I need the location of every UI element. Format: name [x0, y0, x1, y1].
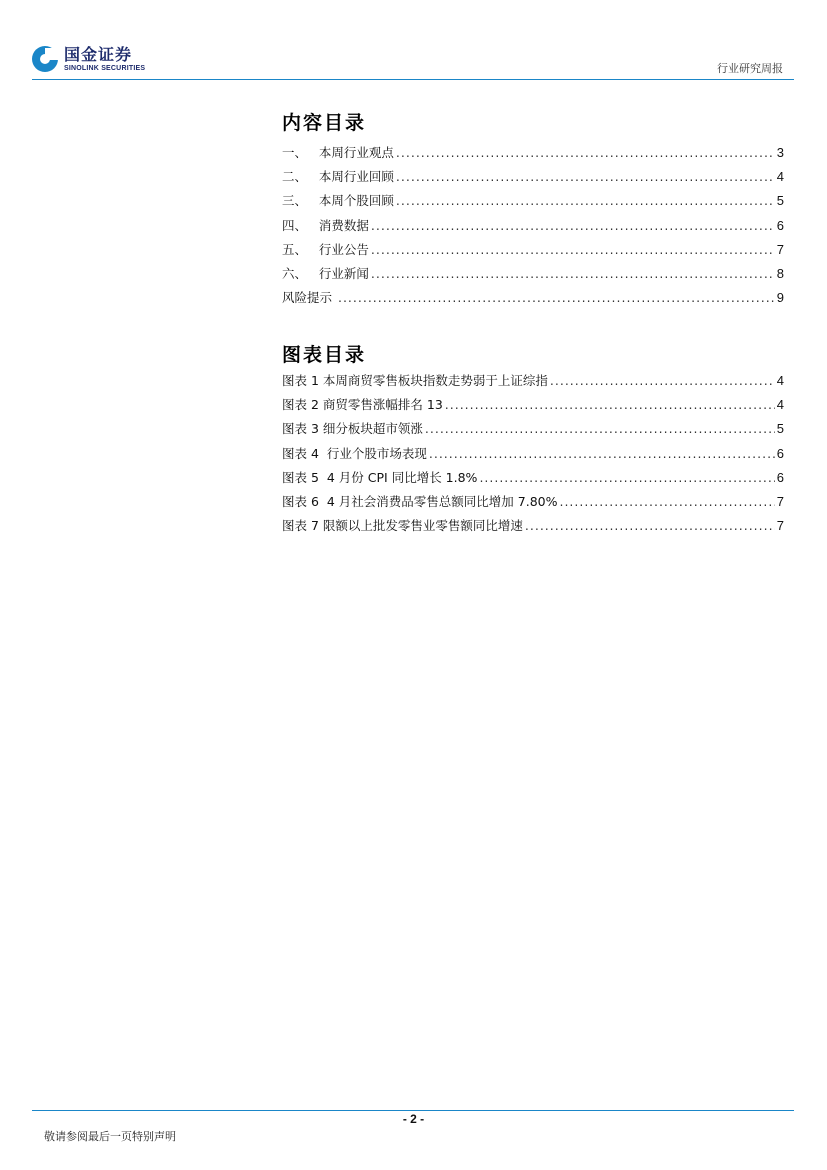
contents-list — [282, 143, 784, 312]
footer-divider — [32, 1110, 794, 1111]
dot-leader — [525, 518, 775, 533]
toc-entry-label: 三、 本周个股回顾 — [282, 193, 394, 209]
figure-entry[interactable] — [282, 395, 784, 419]
toc-entry-page: 4 — [776, 169, 784, 185]
dot-leader — [371, 218, 775, 233]
toc-entry-label: 四、 消费数据 — [282, 217, 369, 233]
figure-entry-page: 7 — [776, 518, 784, 534]
toc-entry-page: 3 — [776, 145, 784, 160]
figure-entry-page: 4 — [776, 373, 784, 388]
toc-entry-page: 5 — [776, 193, 784, 209]
toc-entry-page: 7 — [776, 241, 784, 257]
report-type-label: 行业研究周报 — [717, 62, 783, 75]
figure-entry-page: 5 — [776, 421, 784, 437]
dot-leader — [559, 494, 774, 509]
logo-chinese-name: 国金证券 — [64, 44, 133, 64]
figure-entry-page: 7 — [776, 493, 784, 509]
toc-entry[interactable] — [282, 216, 784, 240]
dot-leader — [396, 169, 775, 184]
toc-entry-page: 9 — [776, 290, 784, 306]
dot-leader — [425, 421, 775, 436]
dot-leader — [445, 397, 775, 412]
figures-list — [282, 371, 784, 540]
toc-entry-label: 一、 本周行业观点 — [282, 145, 394, 160]
figure-entry-label: 图表 4 行业个股市场表现 — [282, 445, 427, 461]
figure-entry[interactable] — [282, 419, 784, 443]
toc-entry-label: 五、 行业公告 — [282, 241, 369, 257]
toc-entry[interactable] — [282, 143, 784, 167]
toc-entry[interactable] — [282, 240, 784, 264]
figure-entry-label: 图表 7 限额以上批发零售业零售额同比增速 — [282, 518, 523, 534]
toc-entry[interactable] — [282, 167, 784, 191]
toc-entry-page: 6 — [776, 217, 784, 233]
toc-entry-label: 风险提示 — [282, 290, 336, 306]
figure-entry[interactable] — [282, 492, 784, 516]
figure-entry-label: 图表 3 细分板块超市领涨 — [282, 421, 423, 437]
toc-entry-page: 8 — [776, 265, 784, 281]
toc-entry[interactable] — [282, 191, 784, 215]
dot-leader — [429, 446, 775, 461]
toc-entry-label: 二、 本周行业回顾 — [282, 169, 394, 185]
dot-leader — [371, 242, 775, 257]
figure-entry[interactable] — [282, 468, 784, 492]
dot-leader — [396, 145, 775, 160]
figure-entry-label: 图表 2 商贸零售涨幅排名 13 — [282, 397, 443, 413]
toc-entry[interactable] — [282, 264, 784, 288]
figure-entry-label: 图表 1 本周商贸零售板块指数走势弱于上证综指 — [282, 373, 548, 388]
figures-title: 图表目录 — [282, 344, 367, 366]
page-header — [0, 0, 827, 82]
sinolink-logo — [32, 46, 145, 72]
toc-entry-label: 六、 行业新闻 — [282, 265, 369, 281]
dot-leader — [479, 470, 774, 485]
figure-entry-label: 图表 6 4 月社会消费品零售总额同比增加 7.80% — [282, 493, 558, 509]
figure-entry[interactable] — [282, 444, 784, 468]
figure-entry-page: 4 — [776, 397, 784, 413]
figure-entry-page: 6 — [776, 469, 784, 485]
page-number: - 2 - — [402, 1112, 425, 1126]
header-divider — [32, 79, 794, 80]
logo-mark-icon — [32, 46, 58, 72]
dot-leader — [396, 193, 775, 208]
figure-entry-page: 6 — [776, 445, 784, 461]
dot-leader — [550, 373, 775, 388]
toc-entry[interactable] — [282, 288, 784, 312]
logo-english-name: SINOLINK SECURITIES — [64, 64, 146, 72]
figure-entry-label: 图表 5 4 月份 CPI 同比增长 1.8% — [282, 469, 478, 485]
figure-entry[interactable] — [282, 516, 784, 540]
contents-title: 内容目录 — [282, 112, 367, 134]
figure-entry[interactable] — [282, 371, 784, 395]
dot-leader — [338, 290, 775, 305]
disclaimer-text: 敬请参阅最后一页特别声明 — [44, 1130, 176, 1143]
dot-leader — [371, 266, 775, 281]
